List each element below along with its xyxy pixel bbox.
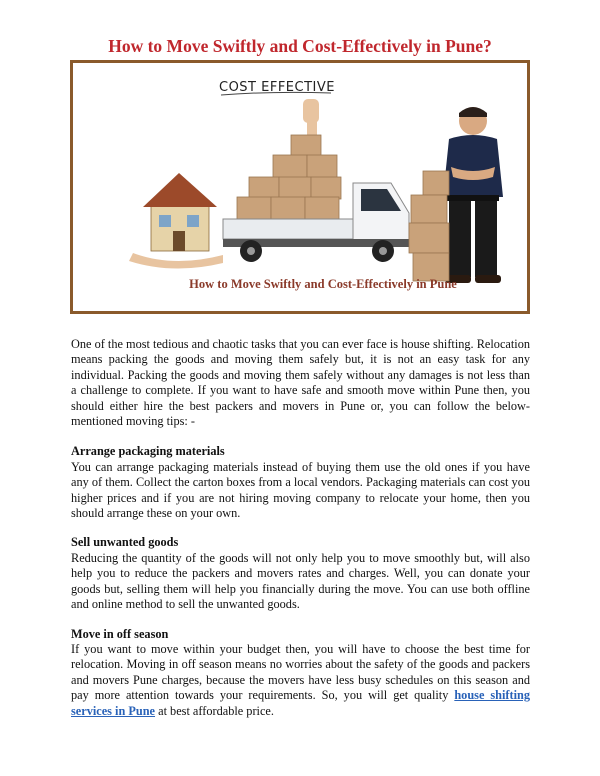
- truck-bed: [223, 219, 353, 239]
- section-body-text-end: at best affordable price.: [155, 703, 274, 718]
- section-body: [71, 642, 530, 719]
- mover-person: [443, 107, 503, 283]
- fist-icon: [303, 99, 319, 123]
- house-shifting-link[interactable]: house shifting services in Pune: [71, 688, 531, 718]
- section-heading: Arrange packaging materials: [71, 444, 225, 459]
- hero-image: [70, 60, 530, 314]
- article-body: [71, 337, 530, 733]
- side-boxes: [409, 171, 449, 281]
- hand-icon: [129, 253, 223, 269]
- sign-text: COST EFFECTIVE: [219, 80, 335, 95]
- section-body: You can arrange packaging materials instead of buying them use the old ones if you have any of them. Collect the carton boxes from a local vendors. Packaging materials can cost you higher prices and if you are not hiring moving company to relocate your home, then you should arrange these on your own.: [71, 459, 530, 521]
- box-stack: [237, 135, 341, 221]
- section-body: Reducing the quantity of the goods will not only help you to move smoothly but, will also help you to reduce the packers and movers rates and charges. Well, you can donate your goods but, selling them will help you financially during the move. You can use both offline and online method to sell the unwanted goods.: [71, 550, 530, 612]
- section-heading: Move in off season: [71, 626, 169, 641]
- section-body-text: If you want to move within your budget then, you will have to choose the best time for relocation. Moving in off season means no worries about the safety of the goods and packers and movers Pune charges, because the movers have less busy schedules on this season and pay more attention towards your requirements. So, you will get quality: [71, 641, 530, 703]
- page-title: How to Move Swiftly and Cost-Effectively in Pune?: [108, 36, 492, 56]
- hero-illustration: [73, 63, 527, 311]
- section-packaging: [71, 444, 530, 521]
- intro-paragraph: One of the most tedious and chaotic tasks that you can ever face is house shifting. Relocation means packing the goods and moving them safely but, it is not an easy task for any individual. Packing the goods and moving them safely without any damages is not less than a challenge to complete. If you want to have safe and smooth move within Pune then, you should either hire the best packers and movers in Pune or, you can follow the below-mentioned moving tips: -: [71, 337, 530, 429]
- hero-caption: How to Move Swiftly and Cost-Effectively in Pune: [189, 277, 457, 291]
- section-offseason: [71, 627, 530, 719]
- section-heading: Sell unwanted goods: [71, 535, 179, 550]
- section-sell: [71, 535, 530, 612]
